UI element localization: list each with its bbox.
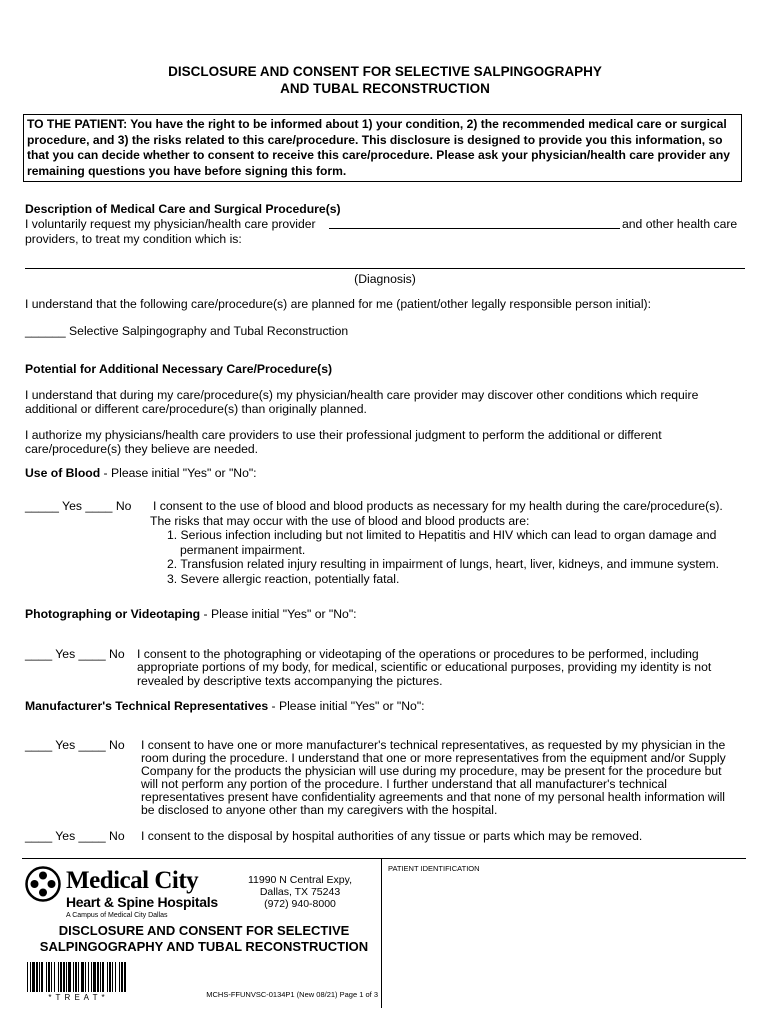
blood-risk1a: 1. Serious infection including but not limited to Hepatitis and HIV which can lead to organ damage and xyxy=(167,528,717,542)
blood-line1: I consent to the use of blood and blood products as necessary for my health during the care/procedure(s). xyxy=(153,499,723,513)
photo-heading xyxy=(25,607,357,622)
diagnosis-caption: (Diagnosis) xyxy=(354,272,416,286)
planned-procedure-item: ______ Selective Salpingography and Tubal Reconstruction xyxy=(25,324,349,338)
address-line2: Dallas, TX 75243 xyxy=(259,886,341,898)
additional-p1-line2: additional or different care/procedure(s) than originally planned. xyxy=(25,402,367,416)
manufacturer-heading xyxy=(25,699,425,714)
photo-heading-rest: - Please initial "Yes" or "No": xyxy=(200,607,357,621)
additional-p1-line1: I understand that during my care/procedure(s) my physician/health care provider may discover other conditions which require xyxy=(25,388,699,402)
manufacturer-line1: I consent to have one or more manufacturer's technical representatives, as requested by my physician in the xyxy=(141,738,726,752)
manufacturer-line3: Company for the products the physician will use during my procedure, may be present for the procedure but xyxy=(141,764,722,778)
document-title-line1: DISCLOSURE AND CONSENT FOR SELECTIVE SALPINGOGRAPHY xyxy=(168,64,602,79)
photo-line2: appropriate portions of my body, for medical, scientific or educational purposes, providing my identity is not xyxy=(137,660,712,674)
photo-heading-bold: Photographing or Videotaping xyxy=(25,607,201,621)
photo-line1: I consent to the photographing or videotaping of the operations or procedures to be performed, including xyxy=(137,647,699,661)
description-line1-end: and other health care xyxy=(622,217,738,231)
description-heading: Description of Medical Care and Surgical Procedure(s) xyxy=(25,202,341,216)
form-code: MCHS-FFUNVSC-0134P1 (New 08/21) Page 1 of 3 xyxy=(206,990,378,999)
additional-heading: Potential for Additional Necessary Care/Procedure(s) xyxy=(25,362,333,376)
footer-form-title-line1: DISCLOSURE AND CONSENT FOR SELECTIVE xyxy=(58,923,350,938)
logo-subtitle: Heart & Spine Hospitals xyxy=(66,894,218,910)
additional-p2-line1: I authorize my physicians/health care providers to use their professional judgment to perform the additional or different xyxy=(25,428,662,442)
footer-divider xyxy=(22,858,746,859)
diagnosis-field[interactable] xyxy=(25,268,745,269)
manufacturer-line5: representatives present have confidentiality agreements and that none of my personal health information will xyxy=(141,790,725,804)
blood-risk1b: permanent impairment. xyxy=(180,543,306,557)
patient-notice-box: TO THE PATIENT: You have the right to be informed about 1) your condition, 2) the recommended medical care or surgical procedure, and 3) the risks related to this care/procedure. This disclosure is designed to provide you this information, so that you can decide whether to consent to receive this care/procedure. Please ask your physician/health care provider any remaining questions you have before signing this form. xyxy=(23,114,742,182)
photo-initials-field[interactable]: ____ Yes ____ No xyxy=(25,647,125,661)
footer-form-title-line2: SALPINGOGRAPHY AND TUBAL RECONSTRUCTION xyxy=(39,939,369,954)
barcode xyxy=(27,962,127,992)
manufacturer-heading-bold: Manufacturer's Technical Representatives xyxy=(25,699,269,713)
manufacturer-line4: will not perform any portion of the procedure. I further understand that all manufacturer's technical xyxy=(141,777,667,791)
photo-line3: revealed by descriptive texts accompanying the pictures. xyxy=(137,674,443,688)
patient-identification-label: PATIENT IDENTIFICATION xyxy=(388,864,480,873)
planned-intro: I understand that the following care/procedure(s) are planned for me (patient/other legally responsible person initial): xyxy=(25,297,651,311)
disposal-line1: I consent to the disposal by hospital authorities of any tissue or parts which may be removed. xyxy=(141,829,643,843)
blood-risk2: 2. Transfusion related injury resulting in impairment of lungs, heart, liver, kidneys, and immune system. xyxy=(167,557,720,571)
blood-line2: The risks that may occur with the use of blood and blood products are: xyxy=(150,514,530,528)
document-title-line2: AND TUBAL RECONSTRUCTION xyxy=(280,81,490,96)
campus-text: A Campus of Medical City Dallas xyxy=(66,912,168,919)
manufacturer-line2: room during the procedure. I understand that one or more representatives from the equipment and/or Supply xyxy=(141,751,726,765)
additional-p2-line2: care/procedure(s) they believe are needed. xyxy=(25,442,259,456)
manufacturer-initials-field[interactable]: ____ Yes ____ No xyxy=(25,738,125,752)
blood-heading xyxy=(25,466,257,481)
medical-city-logo-icon xyxy=(25,866,61,902)
logo-name: Medical City xyxy=(66,867,199,894)
description-line1-start: I voluntarily request my physician/health care provider xyxy=(25,217,316,231)
phone-number: (972) 940-8000 xyxy=(264,898,336,910)
manufacturer-line6: be disclosed to anyone other than my caregivers with the hospital. xyxy=(141,803,498,817)
barcode-caption: * T R E A T * xyxy=(48,993,106,1002)
address-line1: 11990 N Central Expy, xyxy=(247,874,353,886)
provider-name-field[interactable] xyxy=(329,228,620,229)
blood-heading-rest: - Please initial "Yes" or "No": xyxy=(100,466,257,480)
blood-risk3: 3. Severe allergic reaction, potentially fatal. xyxy=(167,572,400,586)
blood-initials-field[interactable]: _____ Yes ____ No xyxy=(25,499,132,513)
description-line2: providers, to treat my condition which is: xyxy=(25,232,242,246)
blood-heading-bold: Use of Blood xyxy=(25,466,101,480)
manufacturer-heading-rest: - Please initial "Yes" or "No": xyxy=(268,699,425,713)
disposal-initials-field[interactable]: ____ Yes ____ No xyxy=(25,829,125,843)
